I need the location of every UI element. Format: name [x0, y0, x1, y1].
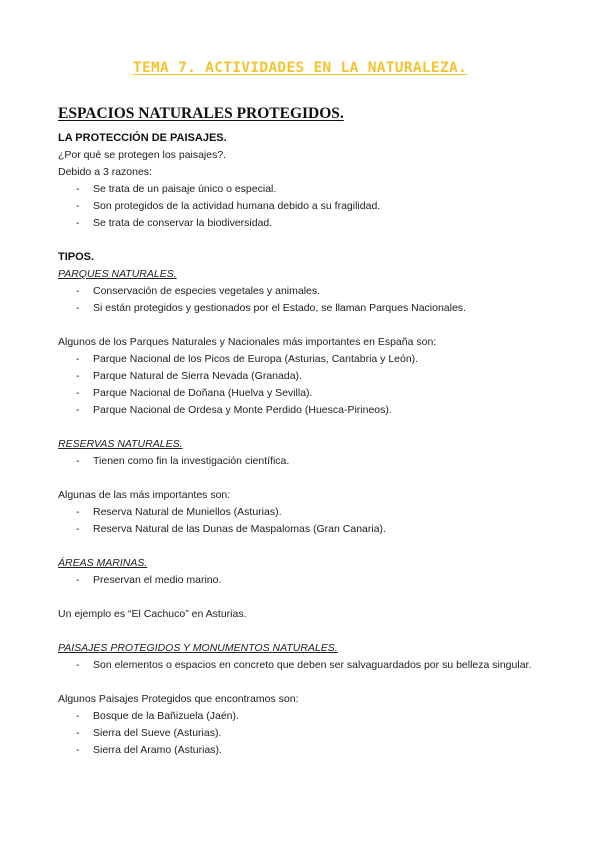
- paisajes-items: [58, 657, 568, 674]
- proteccion-list: [58, 181, 568, 232]
- paisajes-list-intro: Algunos Paisajes Protegidos que encontramos son:: [58, 693, 299, 705]
- parques-items: [58, 283, 568, 317]
- list-item: - Conservación de especies vegetales y animales.: [76, 285, 321, 297]
- list-item: - Son elementos o espacios en concreto que deben ser salvaguardados por su belleza singular.: [76, 659, 532, 671]
- list-item: - Se trata de conservar la biodiversidad.: [76, 217, 273, 229]
- list-item: - Reserva Natural de Muniellos (Asturias).: [76, 506, 282, 518]
- list-item: - Tienen como fin la investigación científica.: [76, 455, 290, 467]
- parques-subheading: PARQUES NATURALES.: [58, 268, 177, 280]
- list-item: - Reserva Natural de las Dunas de Maspalomas (Gran Canaria).: [76, 523, 386, 535]
- parques-list: [58, 351, 568, 419]
- list-item: - Preservan el medio marino.: [76, 574, 222, 586]
- paisajes-list: [58, 708, 568, 759]
- reservas-list: [58, 504, 568, 538]
- list-item: - Sierra del Aramo (Asturias).: [76, 744, 222, 756]
- list-item: - Se trata de un paisaje único o especial.: [76, 183, 277, 195]
- document-title: TEMA 7. ACTIVIDADES EN LA NATURALEZA.: [132, 60, 468, 76]
- areas-example: Un ejemplo es “El Cachuco” en Asturias.: [58, 608, 247, 620]
- list-item: - Parque Nacional de Doñana (Huelva y Sevilla).: [76, 387, 313, 399]
- list-item: - Son protegidos de la actividad humana debido a su fragilidad.: [76, 200, 381, 212]
- list-item: - Sierra del Sueve (Asturias).: [76, 727, 222, 739]
- list-item: - Si están protegidos y gestionados por el Estado, se llaman Parques Nacionales.: [76, 302, 466, 314]
- reservas-subheading: RESERVAS NATURALES.: [58, 438, 183, 450]
- proteccion-intro: Debido a 3 razones:: [58, 166, 152, 178]
- parques-list-intro: Algunos de los Parques Naturales y Nacionales más importantes en España son:: [58, 336, 437, 348]
- proteccion-question: ¿Por qué se protegen los paisajes?.: [58, 149, 227, 161]
- paisajes-subheading: PAISAJES PROTEGIDOS Y MONUMENTOS NATURALES.: [58, 642, 338, 654]
- areas-subheading: ÁREAS MARINAS.: [58, 557, 148, 569]
- reservas-items: [58, 453, 568, 470]
- list-item: - Bosque de la Bañizuela (Jaén).: [76, 710, 239, 722]
- list-item: - Parque Nacional de Ordesa y Monte Perdido (Huesca-Pirineos).: [76, 404, 392, 416]
- reservas-list-intro: Algunas de las más importantes son:: [58, 489, 231, 501]
- list-item: - Parque Nacional de los Picos de Europa (Asturias, Cantabria y León).: [76, 353, 419, 365]
- tipos-heading: TIPOS.: [58, 251, 95, 263]
- areas-items: [58, 572, 568, 589]
- section-heading: ESPACIOS NATURALES PROTEGIDOS.: [58, 105, 344, 122]
- document-body: [58, 101, 568, 759]
- proteccion-heading: LA PROTECCIÓN DE PAISAJES.: [58, 132, 227, 144]
- list-item: - Parque Natural de Sierra Nevada (Granada).: [76, 370, 302, 382]
